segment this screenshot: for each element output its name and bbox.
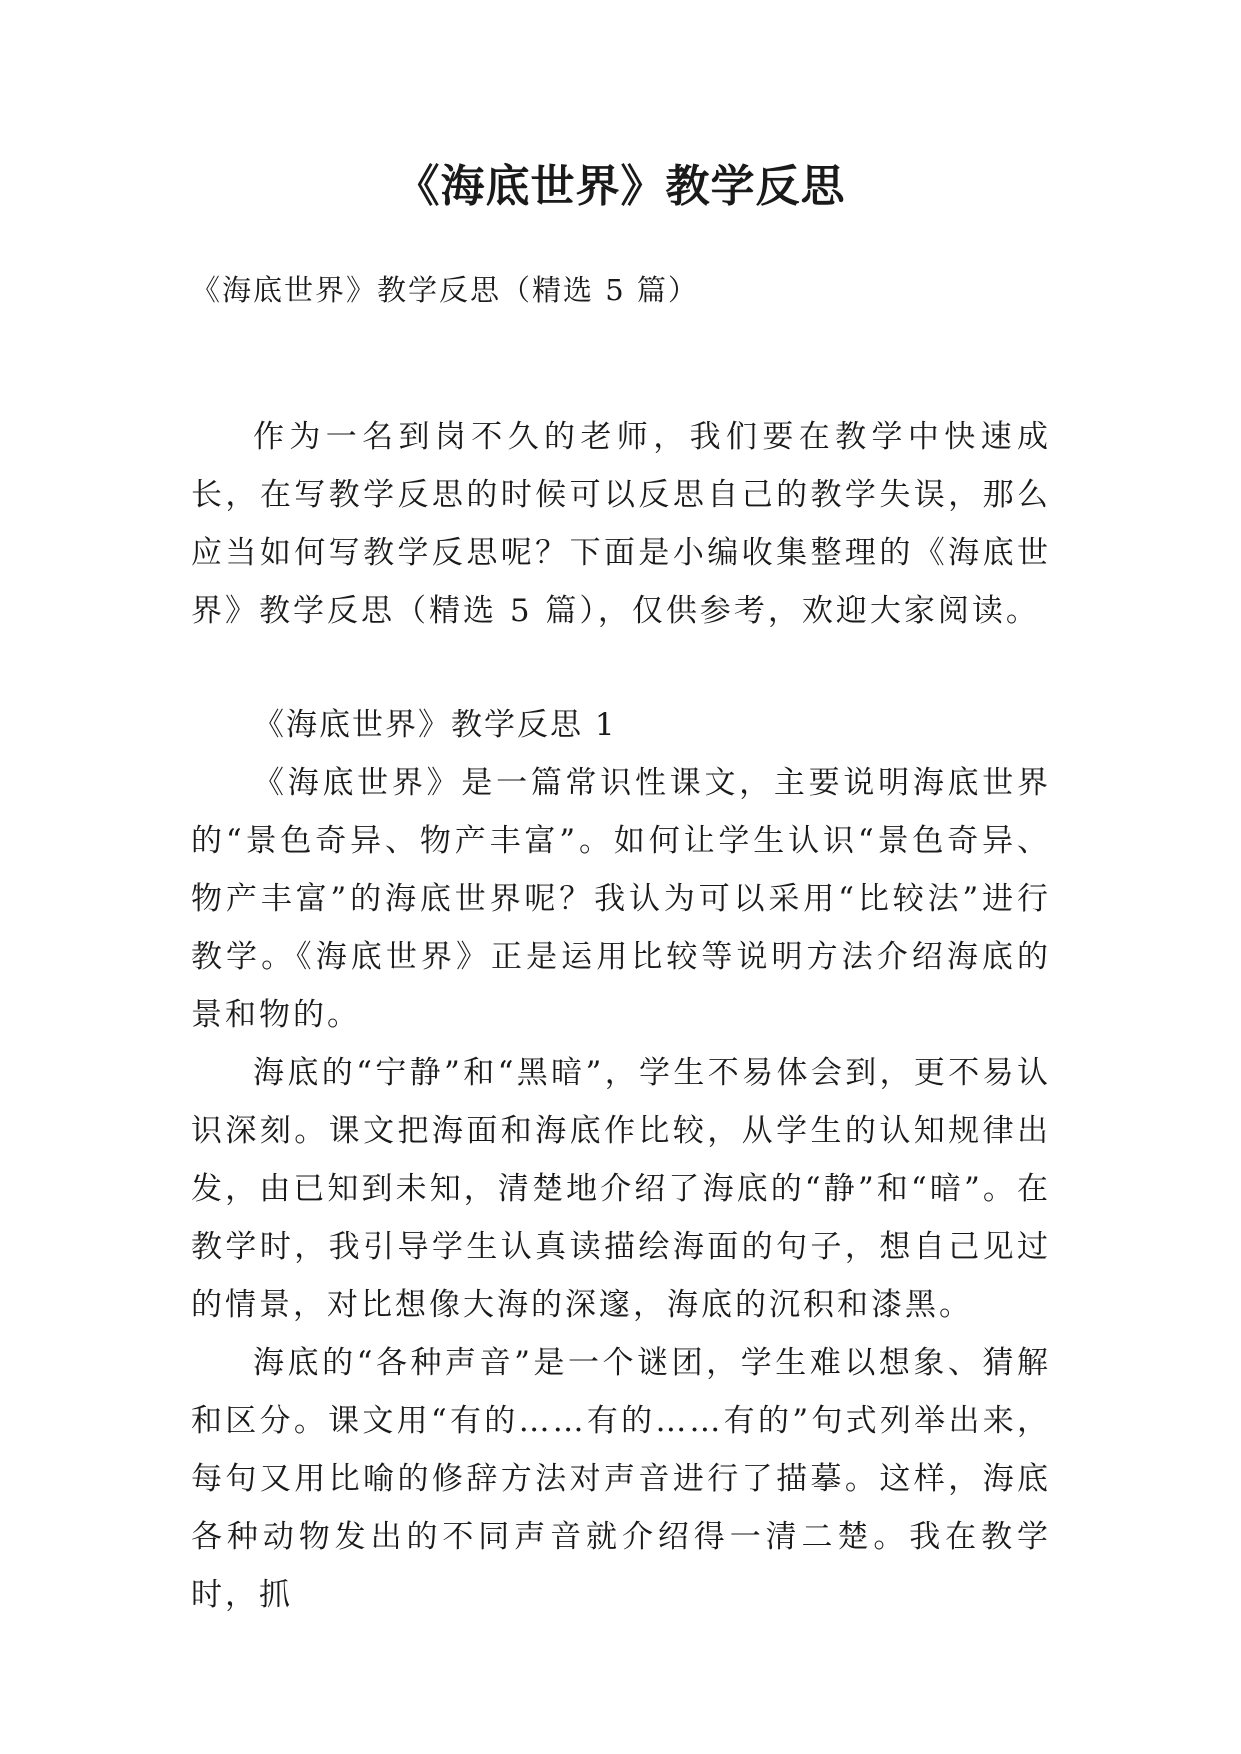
document-subtitle: 《海底世界》教学反思（精选 5 篇） bbox=[191, 273, 699, 307]
section-block bbox=[191, 696, 1051, 1624]
intro-block bbox=[191, 408, 1051, 640]
body-paragraph: 《海底世界》是一篇常识性课文，主要说明海底世界的“景色奇异、物产丰富”。如何让学生认识“景色奇异、物产丰富”的海底世界呢？我认为可以采用“比较法”进行教学。《海底世界》正是运用比较等说明方法介绍海底的景和物的。 bbox=[191, 765, 1051, 1033]
body-paragraph: 海底的“各种声音”是一个谜团，学生难以想象、猜解和区分。课文用“有的……有的……有的”句式列举出来，每句又用比喻的修辞方法对声音进行了描摹。这样，海底各种动物发出的不同声音就介绍得一清二楚。我在教学时，抓 bbox=[191, 1345, 1051, 1613]
body-paragraph: 海底的“宁静”和“黑暗”，学生不易体会到，更不易认识深刻。课文把海面和海底作比较，从学生的认知规律出发，由已知到未知，清楚地介绍了海底的“静”和“暗”。在教学时，我引导学生认真读描绘海面的句子，想自己见过的情景，对比想像大海的深邃，海底的沉积和漆黑。 bbox=[191, 1055, 1051, 1323]
document-title: 《海底世界》教学反思 bbox=[395, 161, 846, 212]
section-heading: 《海底世界》教学反思 1 bbox=[253, 707, 617, 743]
intro-paragraph: 作为一名到岗不久的老师，我们要在教学中快速成长，在写教学反思的时候可以反思自己的教学失误，那么应当如何写教学反思呢？下面是小编收集整理的《海底世界》教学反思（精选 5 篇），仅供参考，欢迎大家阅读。 bbox=[191, 419, 1051, 629]
